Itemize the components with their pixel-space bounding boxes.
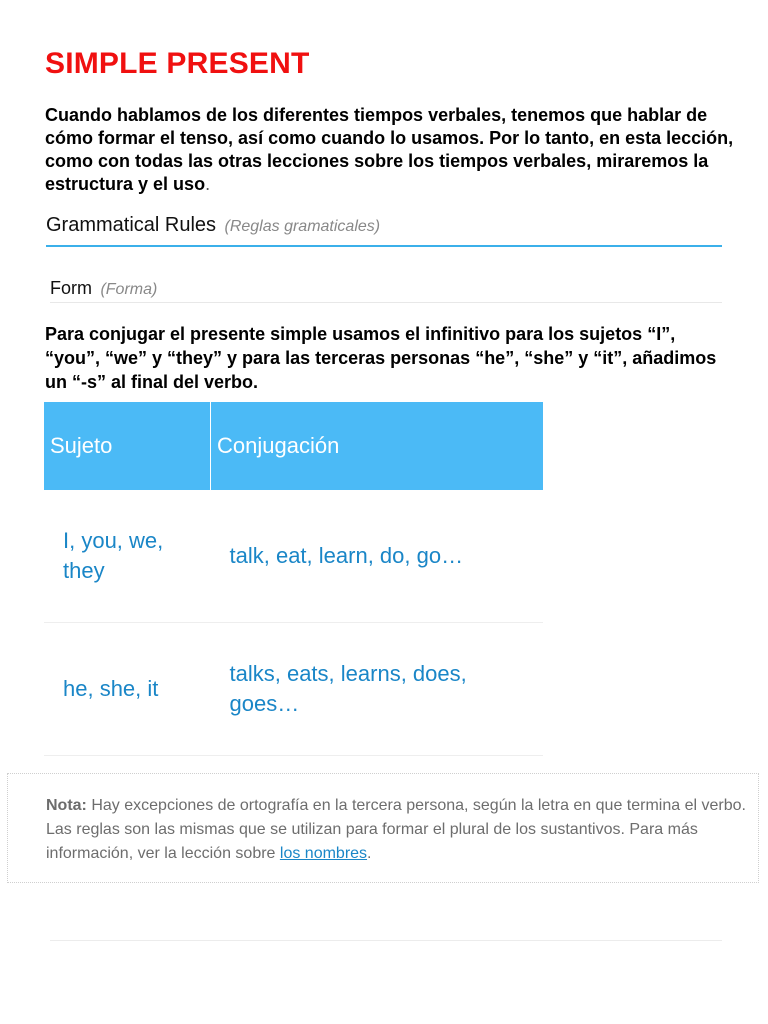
page-title: SIMPLE PRESENT	[45, 47, 310, 80]
cell-conjugation: talks, eats, learns, does, goes…	[211, 623, 544, 756]
note-label: Nota:	[46, 797, 87, 814]
table-header-row	[44, 402, 543, 490]
section-translation: (Reglas gramaticales)	[224, 218, 381, 235]
cell-conjugation: talk, eat, learn, do, go…	[211, 490, 544, 623]
intro-period: .	[205, 174, 211, 194]
section-heading-grammatical-rules	[46, 214, 722, 247]
bottom-divider	[50, 940, 722, 941]
table-row	[44, 623, 543, 756]
rule-paragraph: Para conjugar el presente simple usamos el infinitivo para los sujetos “I”, “you”, “we” y “they” y para las terceras personas “he”, “she” y “it”, añadimos un “-s” al final del verbo.	[45, 324, 717, 392]
cell-subject: he, she, it	[44, 623, 211, 756]
note-end: .	[367, 845, 372, 862]
table-row	[44, 490, 543, 623]
header-conjugacion: Conjugación	[211, 402, 544, 490]
note-box	[7, 773, 759, 883]
los-nombres-link[interactable]: los nombres	[279, 845, 368, 862]
header-sujeto: Sujeto	[44, 402, 211, 490]
intro-text: Cuando hablamos de los diferentes tiempos verbales, tenemos que hablar de cómo formar el tenso, así como cuando lo usamos. Por lo tanto, en esta lección, como con todas las otras lecciones sobre los tiempos verbales, miraremos la estructura y el uso	[45, 105, 734, 194]
cell-subject: I, you, we, they	[44, 490, 211, 623]
subsection-translation: (Forma)	[100, 281, 158, 298]
subsection-title: Form	[50, 278, 92, 298]
intro-paragraph	[45, 104, 735, 196]
conjugation-table	[44, 402, 543, 756]
subsection-heading-form	[50, 278, 722, 303]
section-title: Grammatical Rules	[46, 214, 217, 236]
note-text: Hay excepciones de ortografía en la tercera persona, según la letra en que termina el verbo. Las reglas son las mismas que se utilizan para formar el plural de los sustantivos. Para más información, ver la lección sobre	[46, 797, 746, 862]
